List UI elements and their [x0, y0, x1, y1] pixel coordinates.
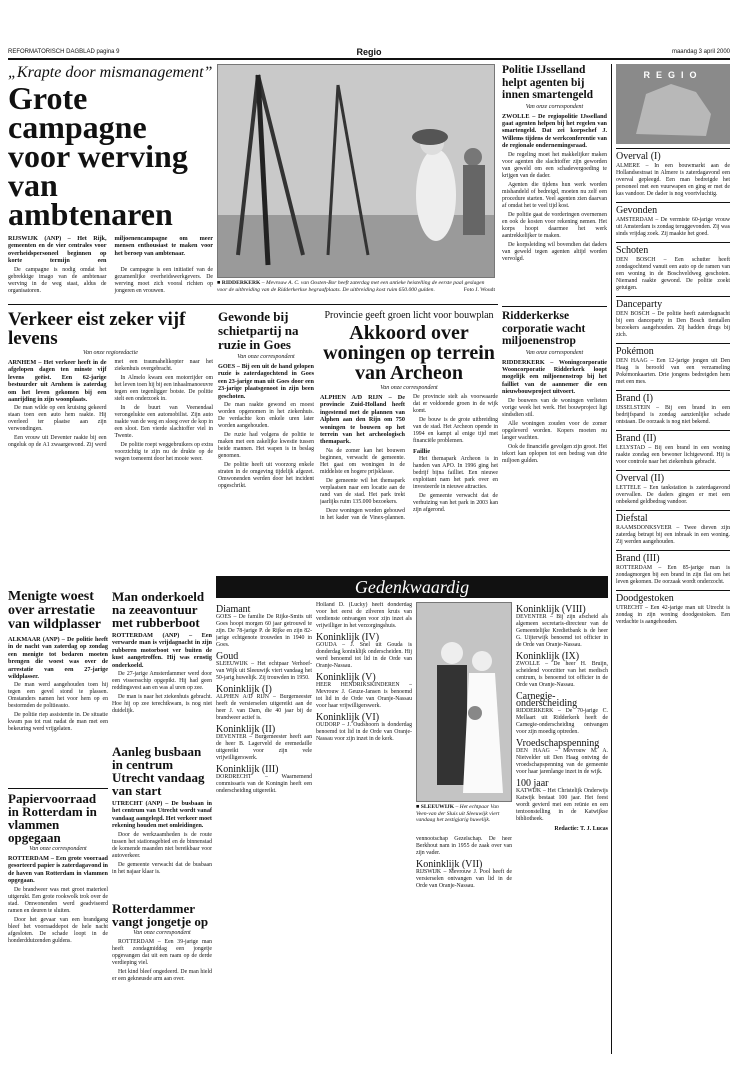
camera-icon: ■: [416, 804, 420, 810]
sidebar-item-heading: Gevonden: [616, 202, 730, 216]
jongetje-body: [112, 939, 212, 983]
verkeer-para: In Almelo kwam een motorrijder om het leven toen hij bij een inhaalmanoeuvre tegen een tegenligger botste. De politie stelt een onderzoek in.: [114, 375, 213, 402]
verkeer-para: In de buurt van Veenendaal verongelukte een automobilist. Zijn auto raakte van de weg en sloeg over de kop in een sloot. Een vierde slachtoffer viel in Twente.: [114, 405, 213, 439]
politie-headline: Politie IJsselland helpt agenten bij innen smartengeld: [502, 64, 594, 101]
busbaan-para: De gemeente verwacht dat de busbaan in het najaar klaar is.: [112, 861, 212, 875]
sidebar-item-heading: Danceparty: [616, 296, 730, 310]
wedding-couple-photo-icon: [417, 603, 512, 802]
article-politie: [502, 64, 607, 304]
gedenk-item-heading: Koninklijk (IX): [516, 651, 580, 662]
lead-para: De campagne is nodig omdat het gebrekkige imago van de ambtenaar werving in de weg staat, aldus de organisatoren.: [8, 266, 107, 294]
papier-byline: Van onze correspondent: [29, 846, 87, 852]
sidebar-item-heading: Schoten: [616, 242, 730, 256]
sidebar-item-text: RAAMSDONKSVEER – Twee dieven zijn zaterdag betrapt bij een inbraak in een woning. Zij werden aangehouden.: [616, 525, 730, 545]
ridderkerk-headline: Ridderkerkse corporatie wacht miljoenenstrop: [502, 310, 586, 347]
couple-caption-tag: SLEEUWIJK: [420, 804, 455, 810]
zeeavontuur-body: [112, 632, 212, 715]
goes-headline: Gewonde bij schietpartij na ruzie in Goes: [218, 310, 299, 352]
gedenk-item-heading: Diamant: [216, 604, 251, 615]
archeon-para: Het themapark Archeon is in handen van APO. In 1996 ging het bedrijf bijna failliet. Een nieuwe exploitant nam het park over en investeerde in nieuwe attracties.: [413, 456, 498, 490]
goes-intro: GOES – Bij een uit de hand gelopen ruzie is zaterdagochtend in Goes een 23-jarige man uit Goes door een 23-jarige plaatsgenoot in zijn been geschoten.: [218, 363, 314, 400]
archeon-headline: Akkoord over woningen op terrein van Archeon: [323, 322, 495, 384]
gedenk-item-text: SLEEUWIJK – Het echtpaar Verhoef-van Wijk uit Sleeuwijk viert vandaag het 50-jarig huwelijk. Zij trouwden in 1950.: [216, 661, 312, 681]
sidebar-item-heading: Pokémon: [616, 343, 730, 357]
wildplasser-body: [8, 636, 108, 733]
sidebar-item-text: LETTELE – Een tankstation is zaterdagavond overvallen. De daders gingen er met een onbekend geldbedrag vandoor.: [616, 485, 730, 505]
lead-intro-text: RIJSWIJK (ANP) – Het Rijk, gemeenten en de vier centrales voor overheidspersoneel beginnen op korte termijn een miljoenencampagne om meer mensen enthousiast te maken voor het beroep van ambtenaar.: [8, 235, 213, 265]
sidebar-item-text: DEN HAAG – Een 12-jarige jongen uit Den Haag is beroofd van een verzameling Pokémonkaarten. Drie jongens bedreigden hem met een mes.: [616, 358, 730, 385]
gedenk-item-text: HEER HENDRIKSKINDEREN – Mevrouw J. Geuze-Jansen is benoemd tot lid in de Orde van Oranje-Nassau voor haar vrijwilligerswerk.: [316, 682, 412, 709]
jongetje-para: ROTTERDAM – Een 39-jarige man heeft zondagmiddag een jongetje opgevangen dat uit een raam op de derde verdieping viel.: [112, 939, 212, 966]
goes-para: De politie heeft uit voorzorg enkele straten in de omgeving tijdelijk afgezet. Omwonenden werden door het incident opgeschrikt.: [218, 462, 314, 490]
verkeer-para: De man wilde op een kruising gekeerd staan toen een auto hem raakte. Hij overleed ter plaatse aan zijn verwondingen.: [8, 405, 107, 433]
gedenk-item-text: GOUDA – J. Snel uit Gouda is donderdag koninklijk onderscheiden. Hij werd benoemd tot lid in de Orde van Oranje-Nassau.: [316, 642, 412, 669]
sidebar-item-text: IJSSELSTEIN – Bij een brand in een bedrijfspand is zondag aanzienlijke schade ontstaan. De oorzaak is nog niet bekend.: [616, 405, 730, 425]
gedenk-item-text: vennootschap Gezelschap. De heer Berkhout nam in 1955 de zaak over van zijn vader.: [416, 836, 512, 856]
gedenkwaardig-bar: Gedenkwaardig: [216, 576, 608, 598]
busbaan-body: [112, 800, 212, 876]
gedenk-item-text: DEN HAAG – Mevrouw M. A. Nietvelder uit Den Haag ontving de vroedschapspenning van de gemeente voor haar jarenlange inzet in de wijk.: [516, 748, 608, 775]
papier-headline: Papiervoorraad in Rotterdam in vlammen opgegaan: [8, 792, 97, 845]
archeon-body: [320, 394, 498, 522]
gedenk-credit: Redactie: T. J. Lucas: [554, 826, 608, 832]
gedenk-item-heading: Koninklijk (III): [216, 764, 279, 775]
article-wildplasser: [8, 590, 108, 785]
jongetje-para: Het kind bleef ongedeerd. De man hield er een gekneusde arm aan over.: [112, 969, 212, 982]
politie-intro: ZWOLLE – De regiopolitie IJsselland gaat agenten helpen bij het regelen van smartengeld. Dat zei korpschef J. Willems tijdens de werkconferentie van de regionale ondernemingsraad.: [502, 112, 607, 150]
gedenk-item-heading: Carnegie-onderscheiding: [516, 691, 578, 709]
article-papier: [8, 792, 108, 1054]
article-goes: [218, 310, 314, 572]
papier-para: Door het gevaar van een brandgang bleef het voorraaddepot de hele nacht afgesloten. De schade loopt in de honderdduizenden guldens.: [8, 916, 108, 944]
sidebar-item-text: DEN BOSCH – Een schutter heeft zondagochtend vanuit een auto op de ramen van een woning in de Boschveldweg geschoten. Niemand raakte gewond. De politie zoekt getuigen.: [616, 257, 730, 291]
wildplasser-para: De man werd aangehouden toen hij tegen een gevel stond te plassen. Omstanders namen het voor hem op en bestormden de politieauto.: [8, 682, 108, 710]
papier-body: [8, 855, 108, 945]
politie-para: De korpsleiding wil bovendien dat daders van geweld tegen agenten altijd worden vervolgd.: [502, 241, 607, 262]
pile-driver-photo-icon: [218, 65, 495, 278]
regio-brand: REGIO: [643, 70, 703, 80]
ridderkerk-body: [502, 359, 607, 465]
gedenk-item-heading: Koninklijk (II): [216, 724, 276, 735]
gedenk-col1: [216, 602, 312, 1054]
sidebar-list: [616, 148, 730, 626]
article-verkeer: [8, 310, 213, 572]
gedenk-item-heading: Koninklijk (V): [316, 672, 376, 683]
gedenk-item-text: OUDORP – J. Oudshoorn is donderdag benoemd tot lid in de Orde van Oranje-Nassau voor zijn inzet in de kerk.: [316, 722, 412, 742]
article-ridderkerk: [502, 310, 607, 572]
archeon-intro: ALPHEN A/D RIJN – De provincie Zuid-Holland heeft ingestemd met de plannen van Alphen aan den Rijn om 750 woningen te bouwen op het terrein van het archeologisch themapark.: [320, 394, 405, 446]
gedenk-item-heading: Koninklijk (VIII): [516, 604, 586, 615]
goes-para: De man raakte gewond en moest worden opgenomen in het ziekenhuis. De verdachte kon enkele uren later worden aangehouden.: [218, 402, 314, 430]
caption-tag: RIDDERKERK: [221, 280, 261, 286]
sidebar-item-heading: Overval (II): [616, 470, 730, 484]
wildplasser-para: De politie riep assistentie in. De situatie kwam pas tot rust nadat de man met een bekeuring werd vrijgelaten.: [8, 712, 108, 733]
politie-para: Agenten die tijdens hun werk worden mishandeld of bedreigd, moeten nu zelf een procedure starten. Veel agenten zien daarvan af omdat het te veel tijd kost.: [502, 181, 607, 209]
sidebar-item-heading: Diefstal: [616, 510, 730, 524]
ridderkerk-para: Ook de financiële gevolgen zijn groot. Het tekort kan oplopen tot een bedrag van drie miljoen gulden.: [502, 443, 607, 464]
papier-para: De brandweer was met groot materieel uitgerukt. Een grote rookwolk trok over de stad. Omwonenden werd geadviseerd ramen en deuren te sluiten.: [8, 886, 108, 914]
gedenk-item-text: DORDRECHT – Waarnemend commissaris van de Koningin heeft een onderscheiding uitgereikt.: [216, 774, 312, 794]
sidebar-item-text: AMSTERDAM – De vermiste 60-jarige vrouw uit Amsterdam is zondag teruggevonden. Zij was sinds vrijdag zoek. Zij maakte het goed.: [616, 217, 730, 237]
lead-body: [8, 267, 213, 296]
header-section: Regio: [356, 47, 382, 57]
archeon-subhead: Faillie: [413, 448, 431, 455]
gedenk-col4: [516, 602, 608, 1054]
politie-para: De regeling moet het makkelijker maken voor agenten die slachtoffer zijn geworden van geweld om een schadevergoeding te krijgen van de dader.: [502, 151, 607, 179]
gedenk-item-text: GOES – De familie De Rijke-Smits uit Goes hoopt morgen 60 jaar getrouwd te zijn. De 78-jarige P. de Rijke en zijn 82-jarige echtgenote trouwden in 1940 in Goes.: [216, 614, 312, 648]
busbaan-intro: UTRECHT (ANP) – De busbaan in het centrum van Utrecht wordt vanaf vandaag aangelegd. Het verkeer moet rekening houden met omleidingen.: [112, 800, 212, 830]
lead-article: [8, 64, 213, 296]
archeon-kicker: Provincie geeft groen licht voor bouwplan: [324, 310, 494, 321]
ridderkerk-byline: Van onze correspondent: [525, 349, 584, 356]
gedenk-item-heading: Koninklijk (VII): [416, 859, 483, 870]
wildplasser-intro: ALKMAAR (ANP) – De politie heeft in de nacht van zaterdag op zondag een menigte tot bedaren moeten brengen die woest was over de arrestatie van een 27-jarige wildplasser.: [8, 636, 108, 681]
gedenk-item-heading: Koninklijk (IV): [316, 632, 380, 643]
verkeer-intro: ARNHEM – Het verkeer heeft in de afgelopen dagen ten minste vijf levens geëist. Een 62-jarige bestuurder uit Arnhem is zaterdag om het leven gekomen bij een aanrijding in zijn woonplaats.: [8, 359, 107, 404]
zeeavontuur-headline: Man onderkoeld na zeeavontuur met rubberboot: [112, 590, 205, 630]
archeon-para: De bouw is de grote uitbreiding van de stad. Het Archeon opende in 1994 en kampt al enige tijd met financiële problemen.: [413, 417, 498, 444]
sidebar-item-heading: Overval (I): [616, 148, 730, 162]
gedenk-item-heading: Koninklijk (I): [216, 684, 272, 695]
goes-byline: Van onze correspondent: [237, 354, 295, 360]
sidebar-item-text: ALMERE – In een bouwmarkt aan de Hollandsestraat in Almere is zaterdagavond een overval gepleegd. Een man bedreigde het personeel met een vuurwapen en ging er met de kas vandoor. De dader is nog voortvluchtig.: [616, 163, 730, 197]
couple-photo: [416, 602, 512, 802]
article-busbaan: [112, 745, 212, 897]
ridderkerk-para: Alle woningen zouden voor de zomer opgeleverd worden. Kopers moeten nu langer wachten.: [502, 420, 607, 441]
jongetje-byline: Van onze correspondent: [133, 930, 191, 936]
couple-caption-text: – Het echtpaar Van Veen-van der Sluis uit Sleeuwijk viert vandaag het zestigjarig huwelijk.: [416, 804, 500, 824]
article-zeeavontuur: [112, 590, 212, 742]
regio-brand-box: [616, 64, 730, 144]
sidebar-item-heading: Doodgestoken: [616, 590, 730, 604]
regio-sidebar: [616, 64, 730, 1054]
caption-text: – Mevrouw A. C. van Oosten-Bor heeft zaterdag met een antieke heistelling de eerste paal geslagen voor de uitbreiding van de Ridderkerkse begraafplaats. De uitbreiding kost ruim 650.000 gulden.: [217, 280, 485, 293]
lead-intro: [8, 235, 213, 265]
verkeer-headline: Verkeer eist zeker vijf levens: [8, 310, 186, 349]
gedenk-item-text: DEVENTER – Bij zijn afscheid als algemeen secretaris-directeur van de Gemeentelijke Kredietbank is de heer G. Uijterwijk benoemd tot officier in de Orde van Oranje-Nassau.: [516, 614, 608, 648]
header-paper-page: REFORMATORISCH DAGBLAD pagina 9: [8, 49, 120, 55]
photo-credit: Foto J. Woudt: [463, 286, 495, 293]
gedenk-item-text: DEVENTER – Burgemeester heeft aan de heer B. Lagerveld de eremedaille uitgereikt voor zijn vele vrijwilligerswerk.: [216, 734, 312, 761]
lead-para: De campagne is een initiatief van de gezamenlijke overheidswerkgevers. De werving moet zich vooral richten op jongeren en vrouwen.: [114, 266, 213, 294]
sidebar-item-text: DEN BOSCH – De politie heeft zaterdagnacht bij een danceparty in Den Bosch tientallen bezoekers aangehouden. Zij hadden drugs bij zich.: [616, 311, 730, 338]
jongetje-headline: Rotterdammer vangt jongetje op: [112, 902, 209, 929]
gedenk-item-text: RIJSWIJK – Mevrouw J. Pool heeft de versierselen ontvangen van lid in de Orde van Oranje-Nassau.: [416, 869, 512, 889]
lead-kicker: „Krapte door mismanagement”: [8, 64, 213, 81]
papier-intro: ROTTERDAM – Een grote voorraad gesorteerd papier is zaterdagavond in de haven van Rotterdam in vlammen opgegaan.: [8, 855, 108, 885]
main-photo-caption: [217, 280, 495, 302]
sidebar-item-heading: Brand (II): [616, 430, 730, 444]
main-photo: [217, 64, 495, 278]
camera-icon: ■: [217, 280, 221, 286]
gedenk-item-heading: Koninklijk (VI): [316, 712, 380, 723]
sidebar-item-text: LELYSTAD – Bij een brand in een woning raakte zondag een bewoner lichtgewond. Hij is voor controle naar het ziekenhuis gebracht.: [616, 445, 730, 465]
gedenk-col2: [316, 602, 412, 1054]
gedenk-item-text: ALPHEN A/D RIJN – Burgemeester heeft de versierselen uitgereikt aan de heer J. van Dam, die 40 jaar bij de brandweer actief is.: [216, 694, 312, 721]
header-date: maandag 3 april 2000: [671, 49, 730, 55]
gedenk-item-text: Holland D. (Lucky) heeft donderdag voor het eerst de zilveren kruis van verdienste ontvangen voor zijn inzet als vrijwilliger in het verzorgingshuis.: [316, 602, 412, 629]
couple-photo-caption: [416, 804, 512, 832]
verkeer-byline: Van onze regioredactie: [83, 350, 138, 356]
gedenk-col3: [416, 836, 512, 1054]
ridderkerk-para: De bouwers van de woningen verlieten vorige week het werk. Het bouwproject ligt sindsdien stil.: [502, 397, 607, 418]
gedenk-item-text: RIDDERKERK – De 70-jarige C. Mellaart uit Ridderkerk heeft de Carnegie-onderscheiding ontvangen voor zijn moedig optreden.: [516, 708, 608, 735]
sidebar-item-text: UTRECHT – Een 42-jarige man uit Utrecht is zondag in zijn woning doodgestoken. Een verdachte is aangehouden.: [616, 605, 730, 625]
archeon-para: Na de zomer kan het bouwen beginnen, verwacht de gemeente. Het gaat om woningen in de middelste en hogere prijsklasse.: [320, 447, 405, 475]
wildplasser-headline: Menigte woest over arrestatie van wildplasser: [8, 590, 101, 632]
politie-para: De politie gaat de vorderingen overnemen en ook de kosten voor rekening nemen. Het korps hoopt daarmee het werk aantrekkelijker te maken.: [502, 211, 607, 239]
gedenk-item-text: ZWOLLE – De heer H. Bruijn, scheidend voorzitter van het medisch centrum, is benoemd tot officier in de Orde van Oranje-Nassau.: [516, 661, 608, 688]
busbaan-headline: Aanleg busbaan in centrum Utrecht vandaag van start: [112, 745, 205, 798]
goes-body: [218, 363, 314, 490]
lead-headline: Grote campagne voor werving van ambtenaren: [8, 80, 188, 232]
goes-para: De ruzie had volgens de politie te maken met een zakelijke kwestie tussen beide mannen. Het wapen is in beslag genomen.: [218, 432, 314, 460]
article-jongetje: [112, 902, 212, 1054]
archeon-para: De gemeente wil het themapark verplaatsen naar een locatie aan de rand van de stad. Het park trekt jaarlijks ruim 135.000 bezoekers.: [320, 477, 405, 505]
busbaan-para: Door de werkzaamheden is de route tussen het stationsgebied en de binnenstad de komende maanden niet bereikbaar voor autoverkeer.: [112, 831, 212, 859]
gedenk-item-heading: 100 jaar: [516, 778, 549, 789]
verkeer-para: Een vrouw uit Deventer raakte bij een ongeluk op de A1 zwaargewond. Zij werd met een traumahelikopter naar het ziekenhuis overgebracht.: [8, 359, 213, 449]
sidebar-item-heading: Brand (I): [616, 390, 730, 404]
verkeer-para: De politie roept weggebruikers op extra voorzichtig te zijn nu de drukte op de wegen toeneemt door het mooie weer.: [114, 442, 213, 462]
archeon-byline: Van onze correspondent: [380, 385, 438, 391]
gedenk-item-heading: Vroedschapspenning: [516, 738, 600, 749]
zeeavontuur-intro: ROTTERDAM (ANP) – Een verwarde man is vrijdagnacht in zijn rubberen motorboot ver buiten de kust aangetroffen. Hij was ernstig onderkoeld.: [112, 632, 212, 669]
sidebar-item-heading: Brand (III): [616, 550, 730, 564]
page-header: [8, 44, 730, 60]
zeeavontuur-para: De 27-jarige Amsterdammer werd door een vissersschip opgepikt. Hij had geen reddingsvest aan en was al uren op zee.: [112, 671, 212, 692]
article-archeon: [320, 310, 498, 572]
politie-byline: Van onze correspondent: [525, 103, 584, 110]
archeon-para: De gemeente verwacht dat de verhuizing van het park in 2003 kan zijn afgerond.: [413, 493, 498, 513]
zeeavontuur-para: De man is naar het ziekenhuis gebracht. Hoe hij op zee terechtkwam, is nog niet duidelijk.: [112, 694, 212, 715]
verkeer-body: [8, 359, 213, 463]
archeon-para: Deze woningen worden gebouwd in het kader van de Vinex-plannen. De provincie stelt als voorwaarde dat er voldoende groen in de wijk komt.: [320, 394, 498, 521]
gedenk-item-text: KATWIJK – Het Christelijk Onderwijs Katwijk bestaat 100 jaar. Het feest wordt gevierd met een reünie en een tentoonstelling in de Katwijkse bibliotheek.: [516, 788, 608, 822]
politie-body: [502, 113, 607, 263]
sidebar-item-text: ROTTERDAM – Een 85-jarige man is zondagmorgen bij een brand in zijn flat om het leven gekomen. De oorzaak wordt onderzocht.: [616, 565, 730, 585]
ridderkerk-intro: RIDDERKERK – Woningcorporatie Wooncorporatie Ridderkerk loopt mogelijk een miljoenenstrop bij het failliet van de aannemer die een nieuwbouwproject uitvoert.: [502, 358, 607, 396]
gedenk-item-heading: Goud: [216, 651, 239, 662]
